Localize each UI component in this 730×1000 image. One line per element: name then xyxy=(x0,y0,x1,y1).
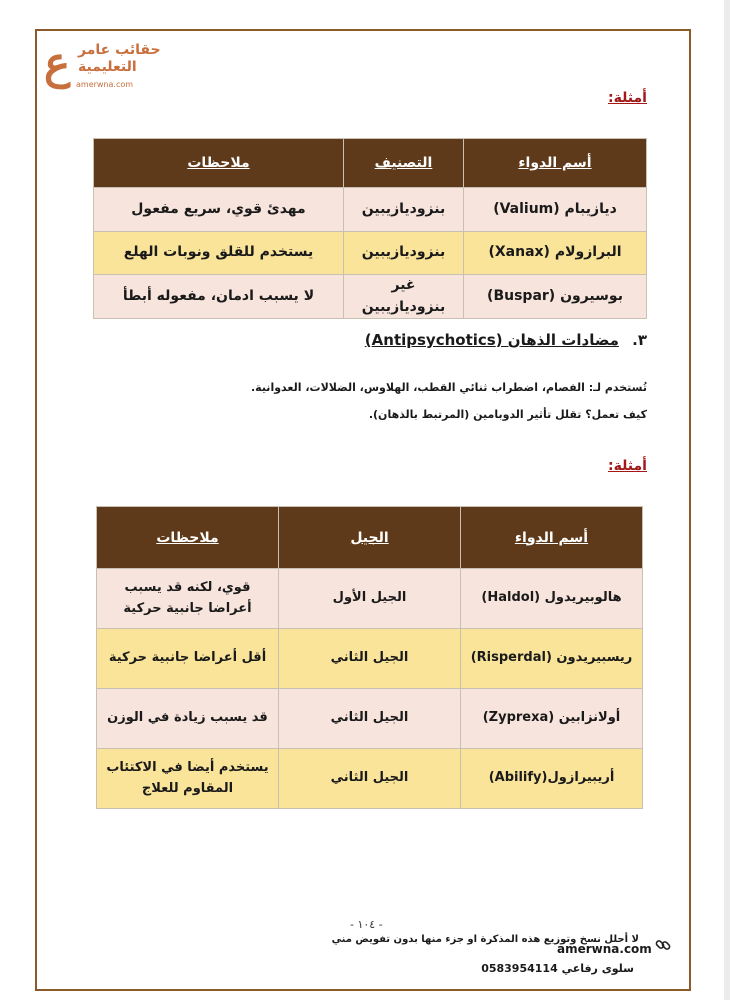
table-row xyxy=(97,569,643,629)
logo-url: amerwna.com xyxy=(76,80,134,89)
sedatives-table xyxy=(93,138,647,319)
drug-cell: أولانزابين (Zyprexa) xyxy=(461,689,643,749)
page-number: - ١٠٤ - xyxy=(350,918,383,931)
table-header-row xyxy=(94,139,647,188)
class-cell: بنزوديازيبين xyxy=(344,232,464,275)
table-row xyxy=(97,689,643,749)
mechanism-text: كيف تعمل؟ تقلل تأثير الدوبامين (المرتبط بالذهان). xyxy=(368,408,647,421)
examples-label: أمثلة: xyxy=(608,458,647,474)
header-generation: الجيل xyxy=(279,507,461,569)
class-cell: غير بنزوديازيبين xyxy=(344,275,464,319)
class-cell: بنزوديازيبين xyxy=(344,188,464,232)
notes-cell: أقل أعراضا جانبية حركية xyxy=(97,629,279,689)
examples-label: أمثلة: xyxy=(608,90,647,106)
table-header-row xyxy=(97,507,643,569)
generation-cell: الجيل الأول xyxy=(279,569,461,629)
section-title: مضادات الذهان (Antipsychotics) xyxy=(364,331,619,349)
section-number: ٣. xyxy=(632,331,647,349)
table-row xyxy=(97,749,643,809)
usage-text: تُستخدم لـ: الفصام، اضطراب ثنائي القطب، الهلاوس، الضلالات، العدوانية. xyxy=(250,381,647,394)
header-class: التصنيف xyxy=(344,139,464,188)
table-row xyxy=(97,629,643,689)
section-heading xyxy=(365,331,647,349)
table-row xyxy=(94,232,647,275)
generation-cell: الجيل الثاني xyxy=(279,629,461,689)
footer-url: amerwna.com xyxy=(557,942,652,956)
logo-mark: ع xyxy=(44,38,71,89)
header-drug-name: أسم الدواء xyxy=(461,507,643,569)
notes-cell: قوي، لكنه قد يسبب أعراضا جانبية حركية xyxy=(97,569,279,629)
author-contact: سلوى رفاعي 0583954114 xyxy=(481,962,634,975)
drug-cell: البرازولام (Xanax) xyxy=(464,232,647,275)
notes-cell: مهدئ قوي، سريع مفعول xyxy=(94,188,344,232)
drug-cell: أريبيرازول(Abilify) xyxy=(461,749,643,809)
drug-cell: ديازيبام (Valium) xyxy=(464,188,647,232)
copyright-note: لا أحلل نسخ وتوزيع هذه المذكرة او جزء منها بدون تفويض مني xyxy=(331,934,639,945)
drug-cell: هالوبيريدول (Haldol) xyxy=(461,569,643,629)
table-row xyxy=(94,188,647,232)
link-icon xyxy=(655,937,671,953)
header-notes: ملاحظات xyxy=(97,507,279,569)
notes-cell: يستخدم أيضا في الاكتئاب المقاوم للعلاج xyxy=(97,749,279,809)
logo-title: حقائب عامر xyxy=(78,42,161,58)
drug-cell: بوسيرون (Buspar) xyxy=(464,275,647,319)
antipsychotics-table xyxy=(96,506,643,809)
page-edge xyxy=(724,0,730,1000)
notes-cell: يستخدم للقلق ونوبات الهلع xyxy=(94,232,344,275)
logo-subtitle: التعليمية xyxy=(78,59,137,75)
brand-logo xyxy=(44,38,161,94)
notes-cell: لا يسبب ادمان، مفعوله أبطأ xyxy=(94,275,344,319)
notes-cell: قد يسبب زيادة في الوزن xyxy=(97,689,279,749)
generation-cell: الجيل الثاني xyxy=(279,749,461,809)
generation-cell: الجيل الثاني xyxy=(279,689,461,749)
header-drug-name: أسم الدواء xyxy=(464,139,647,188)
drug-cell: ريسبيريدون (Risperdal) xyxy=(461,629,643,689)
table-row xyxy=(94,275,647,319)
header-notes: ملاحظات xyxy=(94,139,344,188)
